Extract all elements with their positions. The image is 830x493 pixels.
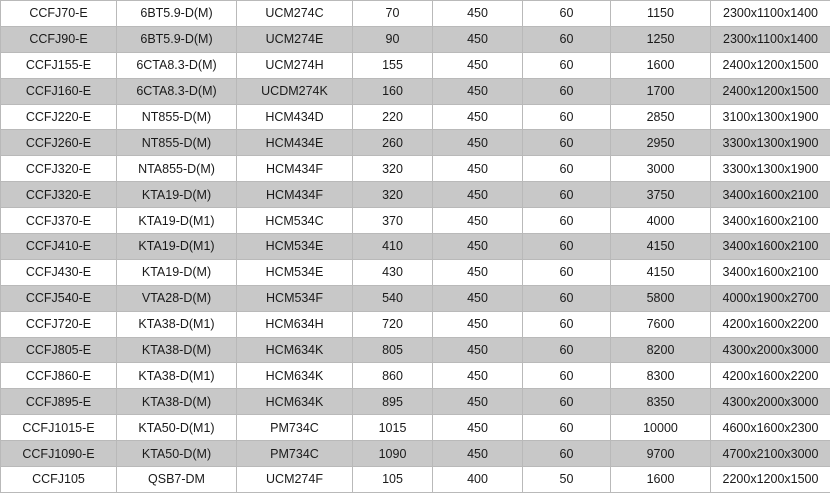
cell-model: CCFJ260-E <box>1 130 117 156</box>
cell-prime_power_kw: 220 <box>353 104 433 130</box>
table-row <box>1 234 830 260</box>
cell-engine: KTA19-D(M1) <box>117 208 237 234</box>
cell-dimensions_mm: 4700x2100x3000 <box>711 441 830 467</box>
cell-dimensions_mm: 3400x1600x2100 <box>711 208 830 234</box>
cell-prime_power_kw: 430 <box>353 259 433 285</box>
cell-weight_kg: 1600 <box>611 52 711 78</box>
cell-model: CCFJ160-E <box>1 78 117 104</box>
cell-frequency_hz: 50 <box>523 467 611 493</box>
table-row <box>1 52 830 78</box>
cell-prime_power_kw: 155 <box>353 52 433 78</box>
cell-frequency_hz: 60 <box>523 26 611 52</box>
cell-weight_kg: 1250 <box>611 26 711 52</box>
cell-prime_power_kw: 860 <box>353 363 433 389</box>
table-body <box>1 1 830 493</box>
table-row <box>1 259 830 285</box>
cell-alternator: UCM274F <box>237 467 353 493</box>
cell-weight_kg: 2850 <box>611 104 711 130</box>
cell-dimensions_mm: 3300x1300x1900 <box>711 156 830 182</box>
cell-dimensions_mm: 2200x1200x1500 <box>711 467 830 493</box>
cell-alternator: HCM434F <box>237 156 353 182</box>
table-row <box>1 1 830 27</box>
cell-weight_kg: 2950 <box>611 130 711 156</box>
table-row <box>1 26 830 52</box>
cell-engine: VTA28-D(M) <box>117 285 237 311</box>
cell-prime_power_kw: 70 <box>353 1 433 27</box>
cell-model: CCFJ70-E <box>1 1 117 27</box>
cell-engine: KTA19-D(M1) <box>117 234 237 260</box>
cell-prime_power_kw: 805 <box>353 337 433 363</box>
cell-engine: KTA50-D(M) <box>117 441 237 467</box>
cell-weight_kg: 9700 <box>611 441 711 467</box>
cell-engine: 6BT5.9-D(M) <box>117 1 237 27</box>
cell-model: CCFJ410-E <box>1 234 117 260</box>
cell-model: CCFJ220-E <box>1 104 117 130</box>
cell-prime_power_kw: 720 <box>353 311 433 337</box>
cell-weight_kg: 4000 <box>611 208 711 234</box>
cell-voltage_v: 450 <box>433 130 523 156</box>
cell-weight_kg: 8350 <box>611 389 711 415</box>
cell-prime_power_kw: 1090 <box>353 441 433 467</box>
cell-dimensions_mm: 4000x1900x2700 <box>711 285 830 311</box>
table-row <box>1 182 830 208</box>
cell-weight_kg: 3750 <box>611 182 711 208</box>
cell-prime_power_kw: 260 <box>353 130 433 156</box>
cell-model: CCFJ430-E <box>1 259 117 285</box>
cell-prime_power_kw: 320 <box>353 156 433 182</box>
cell-prime_power_kw: 895 <box>353 389 433 415</box>
cell-alternator: HCM534C <box>237 208 353 234</box>
cell-prime_power_kw: 410 <box>353 234 433 260</box>
cell-engine: NTA855-D(M) <box>117 156 237 182</box>
cell-alternator: HCM634K <box>237 363 353 389</box>
cell-engine: KTA38-D(M1) <box>117 363 237 389</box>
cell-frequency_hz: 60 <box>523 415 611 441</box>
cell-voltage_v: 450 <box>433 441 523 467</box>
cell-frequency_hz: 60 <box>523 363 611 389</box>
cell-engine: KTA19-D(M) <box>117 182 237 208</box>
cell-alternator: UCDM274K <box>237 78 353 104</box>
cell-prime_power_kw: 370 <box>353 208 433 234</box>
cell-model: CCFJ720-E <box>1 311 117 337</box>
cell-weight_kg: 1700 <box>611 78 711 104</box>
cell-engine: NT855-D(M) <box>117 104 237 130</box>
cell-frequency_hz: 60 <box>523 285 611 311</box>
cell-dimensions_mm: 4200x1600x2200 <box>711 311 830 337</box>
cell-engine: KTA38-D(M1) <box>117 311 237 337</box>
table-row <box>1 415 830 441</box>
cell-voltage_v: 450 <box>433 234 523 260</box>
table-row <box>1 104 830 130</box>
cell-engine: NT855-D(M) <box>117 130 237 156</box>
cell-frequency_hz: 60 <box>523 337 611 363</box>
cell-voltage_v: 400 <box>433 467 523 493</box>
table-row <box>1 130 830 156</box>
cell-prime_power_kw: 540 <box>353 285 433 311</box>
cell-alternator: HCM534F <box>237 285 353 311</box>
cell-alternator: HCM634K <box>237 337 353 363</box>
cell-dimensions_mm: 4300x2000x3000 <box>711 337 830 363</box>
cell-weight_kg: 8300 <box>611 363 711 389</box>
cell-frequency_hz: 60 <box>523 389 611 415</box>
cell-voltage_v: 450 <box>433 104 523 130</box>
cell-model: CCFJ540-E <box>1 285 117 311</box>
cell-dimensions_mm: 4200x1600x2200 <box>711 363 830 389</box>
table-row <box>1 311 830 337</box>
cell-voltage_v: 450 <box>433 337 523 363</box>
cell-voltage_v: 450 <box>433 182 523 208</box>
cell-dimensions_mm: 2400x1200x1500 <box>711 52 830 78</box>
cell-engine: KTA38-D(M) <box>117 389 237 415</box>
cell-weight_kg: 5800 <box>611 285 711 311</box>
cell-frequency_hz: 60 <box>523 234 611 260</box>
cell-weight_kg: 4150 <box>611 259 711 285</box>
cell-dimensions_mm: 3100x1300x1900 <box>711 104 830 130</box>
cell-frequency_hz: 60 <box>523 52 611 78</box>
cell-voltage_v: 450 <box>433 311 523 337</box>
table-row <box>1 441 830 467</box>
cell-alternator: HCM634K <box>237 389 353 415</box>
cell-engine: 6CTA8.3-D(M) <box>117 78 237 104</box>
cell-dimensions_mm: 2400x1200x1500 <box>711 78 830 104</box>
cell-model: CCFJ370-E <box>1 208 117 234</box>
cell-prime_power_kw: 105 <box>353 467 433 493</box>
cell-weight_kg: 10000 <box>611 415 711 441</box>
cell-dimensions_mm: 4600x1600x2300 <box>711 415 830 441</box>
cell-dimensions_mm: 3400x1600x2100 <box>711 182 830 208</box>
cell-voltage_v: 450 <box>433 389 523 415</box>
cell-alternator: HCM434F <box>237 182 353 208</box>
cell-engine: QSB7-DM <box>117 467 237 493</box>
cell-dimensions_mm: 2300x1100x1400 <box>711 1 830 27</box>
cell-voltage_v: 450 <box>433 415 523 441</box>
table-row <box>1 389 830 415</box>
cell-frequency_hz: 60 <box>523 156 611 182</box>
cell-alternator: UCM274H <box>237 52 353 78</box>
cell-alternator: HCM634H <box>237 311 353 337</box>
cell-frequency_hz: 60 <box>523 78 611 104</box>
cell-voltage_v: 450 <box>433 78 523 104</box>
cell-voltage_v: 450 <box>433 285 523 311</box>
cell-alternator: PM734C <box>237 441 353 467</box>
cell-model: CCFJ805-E <box>1 337 117 363</box>
cell-model: CCFJ1015-E <box>1 415 117 441</box>
cell-model: CCFJ90-E <box>1 26 117 52</box>
cell-voltage_v: 450 <box>433 1 523 27</box>
table-row <box>1 337 830 363</box>
cell-model: CCFJ860-E <box>1 363 117 389</box>
table-row <box>1 208 830 234</box>
cell-weight_kg: 7600 <box>611 311 711 337</box>
cell-dimensions_mm: 3400x1600x2100 <box>711 234 830 260</box>
cell-engine: KTA38-D(M) <box>117 337 237 363</box>
cell-prime_power_kw: 90 <box>353 26 433 52</box>
cell-weight_kg: 4150 <box>611 234 711 260</box>
cell-model: CCFJ105 <box>1 467 117 493</box>
cell-alternator: UCM274E <box>237 26 353 52</box>
cell-prime_power_kw: 160 <box>353 78 433 104</box>
cell-voltage_v: 450 <box>433 156 523 182</box>
cell-voltage_v: 450 <box>433 363 523 389</box>
cell-model: CCFJ895-E <box>1 389 117 415</box>
table-row <box>1 467 830 493</box>
cell-frequency_hz: 60 <box>523 208 611 234</box>
cell-voltage_v: 450 <box>433 26 523 52</box>
cell-model: CCFJ320-E <box>1 182 117 208</box>
cell-frequency_hz: 60 <box>523 130 611 156</box>
cell-weight_kg: 1600 <box>611 467 711 493</box>
cell-alternator: PM734C <box>237 415 353 441</box>
cell-frequency_hz: 60 <box>523 259 611 285</box>
cell-engine: 6CTA8.3-D(M) <box>117 52 237 78</box>
cell-alternator: UCM274C <box>237 1 353 27</box>
cell-alternator: HCM434D <box>237 104 353 130</box>
cell-voltage_v: 450 <box>433 259 523 285</box>
cell-frequency_hz: 60 <box>523 104 611 130</box>
cell-alternator: HCM434E <box>237 130 353 156</box>
table-row <box>1 285 830 311</box>
cell-voltage_v: 450 <box>433 52 523 78</box>
cell-frequency_hz: 60 <box>523 441 611 467</box>
cell-model: CCFJ1090-E <box>1 441 117 467</box>
cell-weight_kg: 1150 <box>611 1 711 27</box>
cell-dimensions_mm: 4300x2000x3000 <box>711 389 830 415</box>
cell-voltage_v: 450 <box>433 208 523 234</box>
cell-prime_power_kw: 320 <box>353 182 433 208</box>
cell-prime_power_kw: 1015 <box>353 415 433 441</box>
cell-weight_kg: 3000 <box>611 156 711 182</box>
cell-alternator: HCM534E <box>237 259 353 285</box>
cell-frequency_hz: 60 <box>523 311 611 337</box>
cell-dimensions_mm: 3300x1300x1900 <box>711 130 830 156</box>
cell-weight_kg: 8200 <box>611 337 711 363</box>
cell-engine: KTA19-D(M) <box>117 259 237 285</box>
table-row <box>1 78 830 104</box>
table-row <box>1 156 830 182</box>
cell-dimensions_mm: 2300x1100x1400 <box>711 26 830 52</box>
cell-alternator: HCM534E <box>237 234 353 260</box>
cell-frequency_hz: 60 <box>523 1 611 27</box>
cell-model: CCFJ155-E <box>1 52 117 78</box>
cell-model: CCFJ320-E <box>1 156 117 182</box>
cell-engine: 6BT5.9-D(M) <box>117 26 237 52</box>
cell-frequency_hz: 60 <box>523 182 611 208</box>
cell-engine: KTA50-D(M1) <box>117 415 237 441</box>
table-row <box>1 363 830 389</box>
cell-dimensions_mm: 3400x1600x2100 <box>711 259 830 285</box>
